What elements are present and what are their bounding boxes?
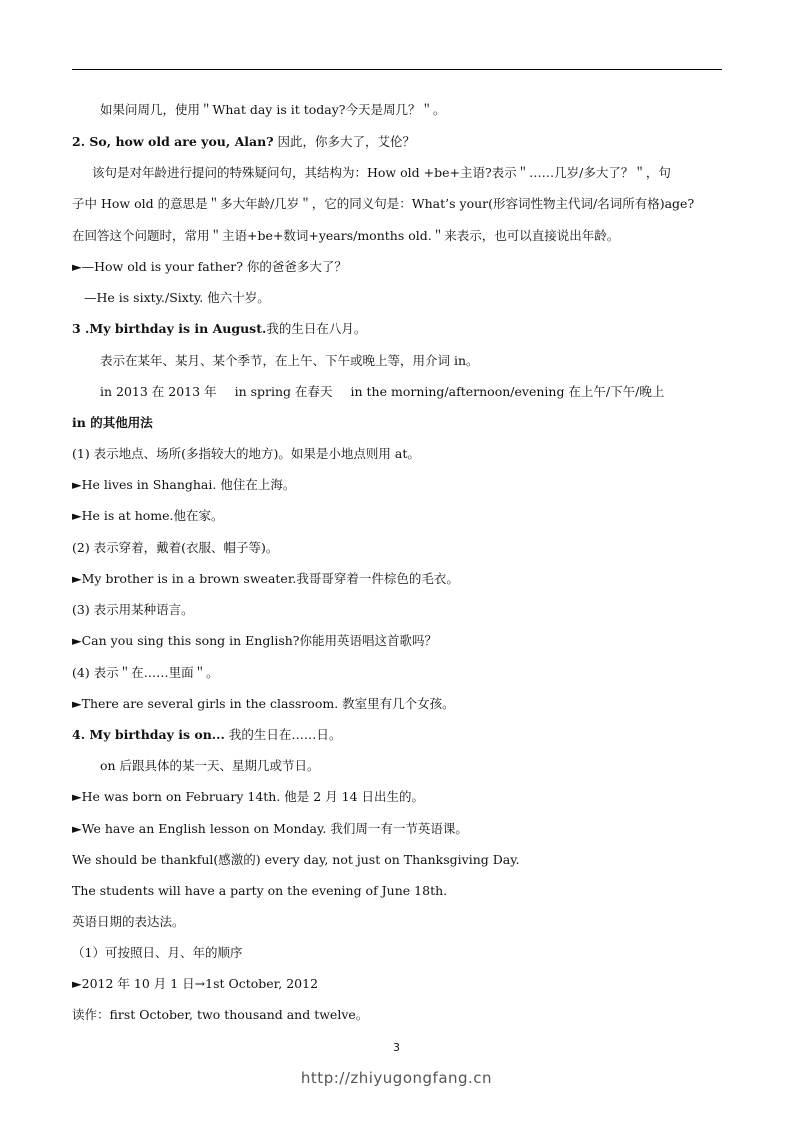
heading-translation: 我的生日在……日。 <box>224 727 342 742</box>
heading-bold: 3 .My birthday is in August. <box>72 321 267 336</box>
heading-bold: 4. My birthday is on... <box>72 727 225 742</box>
example-line: ►There are several girls in the classroom. 教室里有几个女孩。 <box>72 696 455 711</box>
example-in-time-of-day: in the morning/afternoon/evening 在上午/下午/晚上 <box>350 384 665 399</box>
text-line: (4) 表示＂在……里面＂。 <box>72 665 219 680</box>
heading-translation: 因此，你多大了，艾伦？ <box>273 134 416 149</box>
text-line: 英语日期的表达法。 <box>72 914 185 929</box>
text-line: （1）可按照日、月、年的顺序 <box>72 945 243 960</box>
example-line: ►Can you sing this song in English?你能用英语唱这首歌吗？ <box>72 633 437 648</box>
example-in-season: in spring 在春天 <box>234 384 333 399</box>
footer-url: http://zhiyugongfang.cn <box>300 1069 493 1087</box>
section-heading-2 <box>72 133 732 151</box>
header-rule <box>72 69 722 70</box>
example-line: ►He lives in Shanghai. 他住在上海。 <box>72 477 296 492</box>
section-heading-4 <box>72 726 732 744</box>
heading-translation: 我的生日在八月。 <box>266 321 367 336</box>
text-line: (1) 表示地点、场所(多指较大的地方)。如果是小地点则用 at。 <box>72 446 420 461</box>
example-line: —He is sixty./Sixty. 他六十岁。 <box>84 290 270 305</box>
text-line: 如果问周几，使用＂What day is it today?今天是周几？＂。 <box>100 102 446 117</box>
text-line: 在回答这个问题时，常用＂主语+be+数词+years/months old.＂来表示，也可以直接说出年龄。 <box>72 228 620 243</box>
example-line: ►We have an English lesson on Monday. 我们周一有一节英语课。 <box>72 821 468 836</box>
text-line: 读作：first October, two thousand and twelve。 <box>72 1007 369 1022</box>
example-line: ►He is at home.他在家。 <box>72 508 224 523</box>
example-line: ►—How old is your father? 你的爸爸多大了？ <box>72 259 347 274</box>
subsection-heading: in 的其他用法 <box>72 415 153 430</box>
section-heading-3 <box>72 320 732 338</box>
text-line: 表示在某年、某月、某个季节，在上午、下午或晚上等，用介词 in。 <box>100 353 479 368</box>
example-row <box>100 383 760 401</box>
text-line: 子中 How old 的意思是＂多大年龄/几岁＂，它的同义句是：What’s your(形容词性物主代词/名词所有格)age? <box>72 196 695 211</box>
text-line: (3) 表示用某种语言。 <box>72 602 194 617</box>
example-line: ►He was born on February 14th. 他是 2 月 14 日出生的。 <box>72 789 425 804</box>
text-line: We should be thankful(感激的) every day, not just on Thanksgiving Day. <box>72 852 520 867</box>
example-line: ►My brother is in a brown sweater.我哥哥穿着一件棕色的毛衣。 <box>72 571 459 586</box>
text-line: 该句是对年龄进行提问的特殊疑问句，其结构为：How old +be+主语?表示＂……几岁/多大了？＂，句 <box>92 165 671 180</box>
text-line: The students will have a party on the evening of June 18th. <box>72 883 448 898</box>
text-line: (2) 表示穿着，戴着(衣服、帽子等)。 <box>72 540 279 555</box>
example-line: ►2012 年 10 月 1 日→1st October, 2012 <box>72 976 319 991</box>
page-number: 3 <box>393 1041 400 1054</box>
heading-bold: 2. So, how old are you, Alan? <box>72 134 274 149</box>
text-line: on 后跟具体的某一天、星期几或节日。 <box>100 758 320 773</box>
example-in-year: in 2013 在 2013 年 <box>100 384 217 399</box>
